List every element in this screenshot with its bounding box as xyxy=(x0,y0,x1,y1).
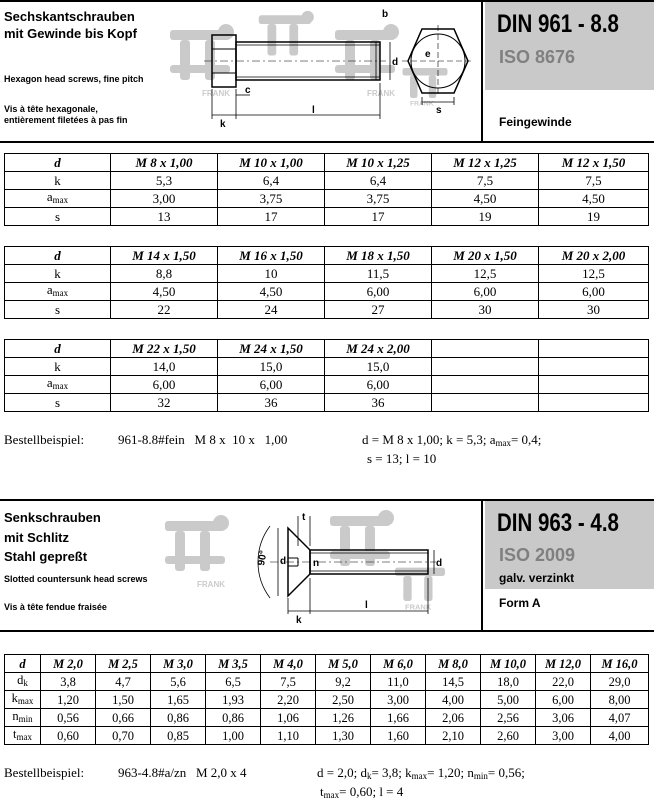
din-number: DIN 961 - 8.8 xyxy=(497,10,619,38)
row-label-cell xyxy=(5,283,111,301)
dimension-table-1 xyxy=(4,153,649,226)
value-cell: 1,93 xyxy=(206,691,261,709)
header-size-cell: M 6,0 xyxy=(371,655,426,673)
order-line2-sub: max xyxy=(323,790,340,800)
table-row xyxy=(5,673,649,691)
brand-label: FRANK xyxy=(367,89,395,98)
table-row xyxy=(5,394,649,412)
brand-label: FRANK xyxy=(410,100,434,107)
row-label-sub: max xyxy=(52,288,69,298)
row-label-cell: s xyxy=(5,301,111,319)
order-values-1-line2: s = 13; l = 10 xyxy=(367,451,437,466)
row-label-cell: s xyxy=(5,208,111,226)
value-cell: 32 xyxy=(111,394,218,412)
value-cell: 4,07 xyxy=(591,709,649,727)
value-cell: 1,06 xyxy=(261,709,316,727)
order-code-1: 961-8.8#fein M 8 x 10 x 1,00 xyxy=(118,432,288,447)
row-label-cell xyxy=(5,709,41,727)
value-cell: 1,10 xyxy=(261,727,316,745)
iso-number: ISO 8676 xyxy=(499,47,576,67)
value-cell xyxy=(432,358,539,376)
header-symbol-cell: d xyxy=(5,655,41,673)
header-symbol-cell: d xyxy=(5,340,111,358)
header-size-cell: M 24 x 2,00 xyxy=(325,340,432,358)
value-cell: 4,50 xyxy=(218,283,325,301)
row-label-cell xyxy=(5,376,111,394)
order-code-2: 963-4.8#a/zn M 2,0 x 4 xyxy=(118,765,247,780)
table-header-row xyxy=(5,340,649,358)
value-cell: 4,00 xyxy=(426,691,481,709)
header-size-cell: M 4,0 xyxy=(261,655,316,673)
hex-bolt-drawing-icon xyxy=(200,7,480,127)
header-size-cell: M 14 x 1,50 xyxy=(111,247,218,265)
countersunk-screw-drawing-icon xyxy=(240,506,450,626)
row-label: a xyxy=(46,282,53,297)
order-example-2: Bestellbeispiel: xyxy=(4,765,85,780)
iso-number: ISO 2009 xyxy=(499,545,576,565)
table-header-row xyxy=(5,154,649,172)
value-cell: 3,06 xyxy=(536,709,591,727)
header-symbol-cell: d xyxy=(5,154,111,172)
table-header-row xyxy=(5,655,649,673)
value-cell: 7,5 xyxy=(261,673,316,691)
order-v3-sub: min xyxy=(473,771,488,781)
order-line2-pre: t xyxy=(320,784,324,799)
value-cell: 4,50 xyxy=(539,190,649,208)
value-cell: 36 xyxy=(325,394,432,412)
form-note: Form A xyxy=(499,596,541,610)
value-cell: 17 xyxy=(218,208,325,226)
value-cell: 2,60 xyxy=(481,727,536,745)
row-label: d xyxy=(17,673,24,687)
value-cell: 14,5 xyxy=(426,673,481,691)
value-cell: 15,0 xyxy=(218,358,325,376)
section2-french: Vis à tête fendue fraisée xyxy=(4,602,107,612)
table-row xyxy=(5,358,649,376)
label-l: l xyxy=(312,105,315,116)
value-cell: 2,10 xyxy=(426,727,481,745)
label-d: d xyxy=(392,57,399,68)
order-values-1 xyxy=(362,432,541,448)
header-size-cell: M 16,0 xyxy=(591,655,649,673)
value-cell: 11,0 xyxy=(371,673,426,691)
value-cell: 13 xyxy=(111,208,218,226)
header-size-cell: M 8,0 xyxy=(426,655,481,673)
value-cell: 6,00 xyxy=(539,283,649,301)
value-cell: 0,66 xyxy=(96,709,151,727)
value-cell: 0,86 xyxy=(151,709,206,727)
row-label: a xyxy=(46,375,53,390)
brand-label: FRANK xyxy=(197,580,225,589)
order-v2: = 3,8; k xyxy=(371,765,412,780)
header-size-cell: M 22 x 1,50 xyxy=(111,340,218,358)
value-cell: 5,00 xyxy=(481,691,536,709)
value-cell: 4,7 xyxy=(96,673,151,691)
row-label-cell: k xyxy=(5,172,111,190)
row-label-cell xyxy=(5,673,41,691)
row-label-cell: s xyxy=(5,394,111,412)
value-cell: 2,06 xyxy=(426,709,481,727)
header-size-cell: M 20 x 1,50 xyxy=(432,247,539,265)
section1-header-right xyxy=(485,2,654,141)
header-size-cell: M 8 x 1,00 xyxy=(111,154,218,172)
finish-note: galv. verzinkt xyxy=(499,571,575,585)
value-cell xyxy=(432,376,539,394)
value-cell: 0,60 xyxy=(41,727,96,745)
value-cell: 2,56 xyxy=(481,709,536,727)
header-size-cell: M 3,5 xyxy=(206,655,261,673)
label-b: b xyxy=(382,9,389,20)
table-row xyxy=(5,265,649,283)
order-v1-sub: k xyxy=(366,771,372,781)
order-v4: = 0,56; xyxy=(487,765,525,780)
value-cell: 7,5 xyxy=(432,172,539,190)
value-cell: 1,66 xyxy=(371,709,426,727)
value-cell: 11,5 xyxy=(325,265,432,283)
section1-header-left xyxy=(0,2,483,141)
label-k: k xyxy=(296,615,302,626)
value-cell: 18,0 xyxy=(481,673,536,691)
label-l: l xyxy=(365,600,368,611)
row-label-cell: k xyxy=(5,358,111,376)
label-dk: d xyxy=(280,556,287,567)
value-cell: 8,8 xyxy=(111,265,218,283)
header-size-cell: M 3,0 xyxy=(151,655,206,673)
row-label-sub: max xyxy=(52,195,69,205)
order-values-2-line2 xyxy=(320,784,403,800)
dimension-table-2 xyxy=(4,246,649,319)
header-size-cell: M 10,0 xyxy=(481,655,536,673)
value-cell: 30 xyxy=(539,301,649,319)
header-size-cell: M 24 x 1,50 xyxy=(218,340,325,358)
value-cell: 5,6 xyxy=(151,673,206,691)
thread-note: Feingewinde xyxy=(499,115,572,129)
value-cell: 22,0 xyxy=(536,673,591,691)
order-v1: d = 2,0; d xyxy=(317,765,367,780)
value-cell: 8,00 xyxy=(591,691,649,709)
header-size-cell: M 5,0 xyxy=(316,655,371,673)
value-cell: 1,50 xyxy=(96,691,151,709)
section1-title-line2: mit Gewinde bis Kopf xyxy=(4,26,137,41)
value-cell: 2,50 xyxy=(316,691,371,709)
brand-label: FRANK xyxy=(202,89,230,98)
section2-header-left xyxy=(0,501,483,630)
order-values-text: d = M 8 x 1,00; k = 5,3; a xyxy=(362,432,496,447)
table-row xyxy=(5,301,649,319)
value-cell: 6,4 xyxy=(325,172,432,190)
value-cell: 19 xyxy=(432,208,539,226)
row-label: k xyxy=(11,691,18,705)
section2-title-line1: Senkschrauben xyxy=(4,510,101,525)
section1-title-line1: Sechskantschrauben xyxy=(4,9,135,24)
header-size-cell: M 16 x 1,50 xyxy=(218,247,325,265)
value-cell: 3,00 xyxy=(536,727,591,745)
header-size-cell xyxy=(539,340,649,358)
value-cell: 10 xyxy=(218,265,325,283)
table-row xyxy=(5,727,649,745)
section2-title-line3: Stahl gepreßt xyxy=(4,549,88,564)
value-cell: 14,0 xyxy=(111,358,218,376)
section2-english: Slotted countersunk head screws xyxy=(4,574,148,584)
table-row xyxy=(5,376,649,394)
order-v3: = 1,20; n xyxy=(427,765,474,780)
header-size-cell: M 12,0 xyxy=(536,655,591,673)
table-row xyxy=(5,172,649,190)
value-cell: 4,00 xyxy=(591,727,649,745)
value-cell: 19 xyxy=(539,208,649,226)
value-cell: 3,00 xyxy=(111,190,218,208)
value-cell: 12,5 xyxy=(432,265,539,283)
dimension-table-countersunk xyxy=(4,654,649,745)
header-size-cell: M 12 x 1,25 xyxy=(432,154,539,172)
row-label-sub: k xyxy=(23,678,28,688)
value-cell: 1,30 xyxy=(316,727,371,745)
section1-french-line1: Vis à tête hexagonale, xyxy=(4,104,98,114)
value-cell: 6,4 xyxy=(218,172,325,190)
value-cell: 6,5 xyxy=(206,673,261,691)
header-symbol-cell: d xyxy=(5,247,111,265)
value-cell: 3,75 xyxy=(218,190,325,208)
value-cell: 22 xyxy=(111,301,218,319)
header-size-cell: M 12 x 1,50 xyxy=(539,154,649,172)
header-size-cell xyxy=(432,340,539,358)
label-k: k xyxy=(220,119,226,127)
value-cell: 1,20 xyxy=(41,691,96,709)
order-values-2 xyxy=(317,765,525,781)
value-cell: 3,00 xyxy=(371,691,426,709)
value-cell: 0,56 xyxy=(41,709,96,727)
value-cell xyxy=(539,394,649,412)
value-cell xyxy=(432,394,539,412)
header-size-cell: M 2,0 xyxy=(41,655,96,673)
section2-header xyxy=(0,499,654,632)
table-row xyxy=(5,691,649,709)
value-cell: 1,26 xyxy=(316,709,371,727)
order-values-sub: max xyxy=(495,438,511,448)
order-example-1 xyxy=(4,432,84,448)
label-n: n xyxy=(313,558,320,569)
brand-label: FRANK xyxy=(405,602,432,611)
value-cell: 29,0 xyxy=(591,673,649,691)
value-cell: 4,50 xyxy=(432,190,539,208)
value-cell: 6,00 xyxy=(325,376,432,394)
value-cell: 1,65 xyxy=(151,691,206,709)
value-cell: 0,70 xyxy=(96,727,151,745)
table-row xyxy=(5,208,649,226)
header-size-cell: M 18 x 1,50 xyxy=(325,247,432,265)
table-header-row xyxy=(5,247,649,265)
section2-header-right xyxy=(485,501,654,630)
table-row xyxy=(5,283,649,301)
value-cell: 12,5 xyxy=(539,265,649,283)
value-cell: 4,50 xyxy=(111,283,218,301)
row-label-sub: min xyxy=(18,714,33,724)
section1-english: Hexagon head screws, fine pitch xyxy=(4,74,144,84)
table-row xyxy=(5,709,649,727)
value-cell xyxy=(539,358,649,376)
row-label-cell xyxy=(5,691,41,709)
table-row xyxy=(5,190,649,208)
value-cell: 24 xyxy=(218,301,325,319)
label-s: s xyxy=(436,105,442,116)
value-cell: 6,00 xyxy=(536,691,591,709)
value-cell: 6,00 xyxy=(325,283,432,301)
section1-header xyxy=(0,0,654,143)
value-cell: 27 xyxy=(325,301,432,319)
row-label-sub: max xyxy=(52,381,69,391)
order-v2-sub: max xyxy=(411,771,428,781)
label-e: e xyxy=(425,49,431,60)
header-size-cell: M 10 x 1,00 xyxy=(218,154,325,172)
value-cell: 6,00 xyxy=(218,376,325,394)
value-cell: 3,75 xyxy=(325,190,432,208)
row-label-sub: max xyxy=(17,696,34,706)
label-d: d xyxy=(436,558,443,569)
value-cell xyxy=(539,376,649,394)
order-values-tail: = 0,4; xyxy=(510,432,542,447)
row-label-sub: max xyxy=(16,732,32,742)
value-cell: 7,5 xyxy=(539,172,649,190)
section2-title-line2: mit Schlitz xyxy=(4,530,70,545)
value-cell: 1,00 xyxy=(206,727,261,745)
header-size-cell: M 2,5 xyxy=(96,655,151,673)
value-cell: 6,00 xyxy=(111,376,218,394)
value-cell: 17 xyxy=(325,208,432,226)
header-size-cell: M 10 x 1,25 xyxy=(325,154,432,172)
value-cell: 36 xyxy=(218,394,325,412)
label-angle: 90° xyxy=(256,549,270,567)
value-cell: 0,85 xyxy=(151,727,206,745)
dimension-table-3 xyxy=(4,339,649,412)
row-label-cell: k xyxy=(5,265,111,283)
label-t: t xyxy=(302,512,306,523)
section1-french-line2: entièrement filetées à pas fin xyxy=(4,115,128,125)
header-size-cell: M 20 x 2,00 xyxy=(539,247,649,265)
label-c: c xyxy=(245,85,251,96)
row-label: a xyxy=(46,189,53,204)
value-cell: 2,20 xyxy=(261,691,316,709)
value-cell: 30 xyxy=(432,301,539,319)
value-cell: 9,2 xyxy=(316,673,371,691)
row-label-cell xyxy=(5,727,41,745)
row-label-cell xyxy=(5,190,111,208)
value-cell: 0,86 xyxy=(206,709,261,727)
frank-logo-watermark-icon xyxy=(155,511,235,591)
value-cell: 3,8 xyxy=(41,673,96,691)
row-label: n xyxy=(12,709,19,723)
value-cell: 15,0 xyxy=(325,358,432,376)
value-cell: 1,60 xyxy=(371,727,426,745)
order-line2-tail: = 0,60; l = 4 xyxy=(339,784,404,799)
value-cell: 5,3 xyxy=(111,172,218,190)
din-number: DIN 963 - 4.8 xyxy=(497,509,619,537)
value-cell: 6,00 xyxy=(432,283,539,301)
order-label: Bestellbeispiel: xyxy=(4,432,85,447)
row-label: t xyxy=(13,727,17,741)
